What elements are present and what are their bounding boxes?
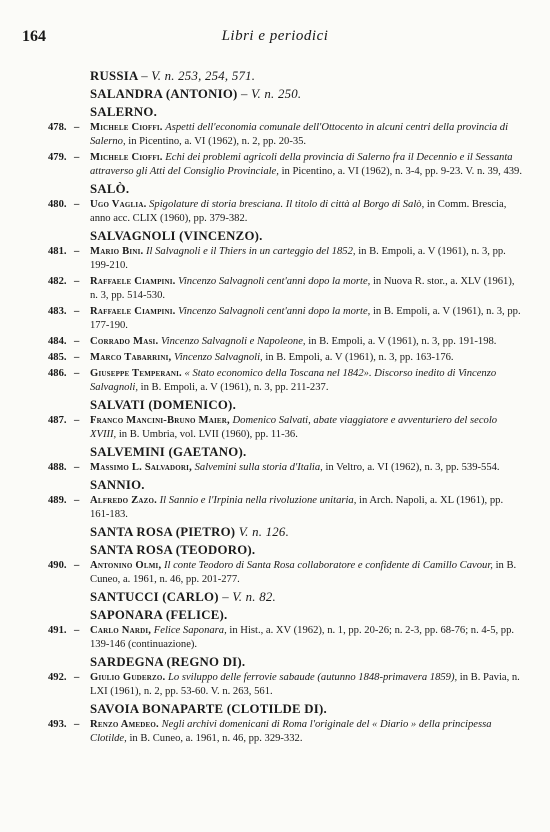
entry-author: Michele Cioffi.	[90, 122, 163, 133]
entry-title: Vincenzo Salvagnoli e Napoleone,	[161, 336, 306, 347]
subject-label: SANTUCCI (CARLO)	[90, 590, 219, 604]
entry-title: Negli archivi domenicani di Roma l'originale del « Diario » della principessa Clotilde,	[90, 719, 492, 744]
subject-label: SALVATI (DOMENICO).	[90, 398, 237, 412]
subject-heading	[0, 229, 540, 244]
entry-citation: in B. Pavia, n. LXI (1961), n. 2, pp. 53-60. V. n. 263, 561.	[90, 672, 520, 697]
subject-label: SALANDRA (ANTONIO)	[90, 87, 238, 101]
subject-heading	[0, 105, 540, 120]
entry-title: Aspetti dell'economia comunale dell'Ottocento in alcuni centri della provincia di Salerno,	[90, 122, 509, 147]
entry-author: Marco Tabarrini,	[90, 352, 172, 363]
entry-number: 490. –	[48, 559, 67, 573]
entry-author: Renzo Amedeo.	[90, 719, 159, 730]
entry-citation: in B. Empoli, a. V (1961), n. 3, pp. 211-237.	[140, 382, 329, 393]
entry-citation: in B. Cuneo, a. 1961, n. 46, pp. 329-332.	[129, 733, 303, 744]
bibliography-entry	[0, 671, 550, 699]
entry-number: 489. –	[48, 494, 67, 508]
entry-author: Raffaele Ciampini.	[90, 306, 176, 317]
subject-label: SANNIO.	[90, 478, 145, 492]
entry-number: 483. –	[48, 305, 67, 319]
entry-citation: in Veltro, a. VI (1962), n. 3, pp. 539-554.	[325, 462, 500, 473]
bibliography-list	[0, 66, 550, 748]
entry-number: 487. –	[48, 414, 67, 428]
bibliography-entry	[0, 275, 550, 303]
subject-heading	[0, 398, 540, 413]
entry-author: Massimo L. Salvadori,	[90, 462, 192, 473]
entry-number: 492. –	[48, 671, 67, 685]
entry-title: « Stato economico della Toscana nel 1842». Discorso inedito di Vincenzo Salvagnoli,	[90, 368, 497, 393]
subject-heading	[0, 478, 540, 493]
subject-label: SALVAGNOLI (VINCENZO).	[90, 229, 263, 243]
subject-heading	[0, 87, 540, 102]
entry-author: Corrado Masi.	[90, 336, 159, 347]
entry-title: Spigolature di storia bresciana. Il titolo di città al Borgo di Salò,	[149, 199, 425, 210]
entry-author: Antonino Olmi,	[90, 560, 162, 571]
entry-number: 485. –	[48, 351, 67, 365]
entry-author: Alfredo Zazo.	[90, 495, 157, 506]
bibliography-entry	[0, 494, 550, 522]
entry-author: Michele Cioffi.	[90, 152, 163, 163]
entry-title: Vincenzo Salvagnoli cent'anni dopo la morte,	[178, 276, 371, 287]
entry-author: Carlo Nardi,	[90, 625, 152, 636]
subject-label: SAPONARA (FELICE).	[90, 608, 228, 622]
subject-label: SARDEGNA (REGNO DI).	[90, 655, 246, 669]
subject-heading	[0, 655, 540, 670]
subject-label: SAVOIA BONAPARTE (CLOTILDE DI).	[90, 702, 327, 716]
subject-label: SALERNO.	[90, 105, 158, 119]
entry-citation: in Comm. Brescia, anno acc. CLIX (1960), pp. 379-382.	[90, 199, 507, 224]
entry-number: 481. –	[48, 245, 67, 259]
entry-author: Raffaele Ciampini.	[90, 276, 176, 287]
bibliography-entry	[0, 559, 550, 587]
subject-label: SANTA ROSA (PIETRO)	[90, 525, 236, 539]
entry-citation: in B. Empoli, a. V (1961), n. 3, pp. 163-176.	[265, 352, 454, 363]
subject-heading	[0, 702, 540, 717]
entry-citation: in Picentino, a. VI (1962), n. 3-4, pp. 9-23. V. n. 39, 439.	[281, 166, 522, 177]
entry-number: 488. –	[48, 461, 67, 475]
page-number: 164	[22, 28, 46, 45]
subject-heading	[0, 445, 540, 460]
bibliography-entry	[0, 351, 550, 365]
entry-citation: in Hist., a. XV (1962), n. 1, pp. 20-26; n. 2-3, pp. 68-76; n. 4-5, pp. 139-146 (continuazione).	[90, 625, 515, 650]
entry-author: Giuseppe Temperani.	[90, 368, 182, 379]
bibliography-entry	[0, 335, 550, 349]
entry-citation: in B. Cuneo, a. 1961, n. 46, pp. 201-277.	[90, 560, 517, 585]
entry-author: Mario Bini.	[90, 246, 144, 257]
page-header	[0, 28, 550, 48]
cross-reference: – V. n. 253, 254, 571.	[141, 69, 256, 83]
subject-heading	[0, 608, 540, 623]
bibliography-entry	[0, 245, 550, 273]
entry-title: Lo sviluppo delle ferrovie sabaude (autunno 1848-primavera 1859),	[168, 672, 458, 683]
entry-number: 480. –	[48, 198, 67, 212]
subject-label: RUSSIA	[90, 69, 138, 83]
bibliography-entry	[0, 414, 550, 442]
subject-label: SANTA ROSA (TEODORO).	[90, 543, 256, 557]
entry-title: Il Salvagnoli e il Thiers in un carteggio del 1852,	[146, 246, 356, 257]
entry-number: 486. –	[48, 367, 67, 381]
bibliography-entry	[0, 367, 550, 395]
entry-author: Giulio Guderzo.	[90, 672, 166, 683]
entry-citation: in B. Umbria, vol. LVII (1960), pp. 11-36.	[118, 429, 298, 440]
entry-author: Franco Mancini-Bruno Maier,	[90, 415, 230, 426]
entry-number: 484. –	[48, 335, 67, 349]
subject-heading	[0, 590, 540, 605]
entry-title: Felice Saponara,	[153, 625, 227, 636]
entry-number: 478. –	[48, 121, 67, 135]
bibliography-entry	[0, 121, 550, 149]
entry-citation: in B. Empoli, a. V (1961), n. 3, pp. 199-210.	[90, 246, 506, 271]
entry-citation: in B. Empoli, a. V (1961), n. 3, pp. 191-198.	[308, 336, 497, 347]
entry-number: 493. –	[48, 718, 67, 732]
entry-citation: in Nuova R. stor., a. XLV (1961), n. 3, pp. 514-530.	[90, 276, 515, 301]
entry-title: Vincenzo Salvagnoli,	[174, 352, 263, 363]
entry-number: 482. –	[48, 275, 67, 289]
subject-heading	[0, 69, 540, 84]
entry-title: Echi dei problemi agricoli della provincia di Salerno fra il Decennio e il Sessanta attraverso gli Atti del Consiglio Provinciale,	[90, 152, 513, 177]
subject-label: SALVEMINI (GAETANO).	[90, 445, 247, 459]
bibliography-entry	[0, 624, 550, 652]
cross-reference: – V. n. 82.	[222, 590, 276, 604]
subject-heading	[0, 182, 540, 197]
entry-title: Vincenzo Salvagnoli cent'anni dopo la morte,	[178, 306, 371, 317]
entry-citation: in Picentino, a. VI (1962), n. 2, pp. 20-35.	[128, 136, 307, 147]
bibliography-entry	[0, 305, 550, 333]
bibliography-entry	[0, 718, 550, 746]
entry-number: 479. –	[48, 151, 67, 165]
cross-reference: V. n. 126.	[238, 525, 290, 539]
entry-citation: in B. Empoli, a. V (1961), n. 3, pp. 177-190.	[90, 306, 521, 331]
entry-title: Il conte Teodoro di Santa Rosa collaboratore e confidente di Camillo Cavour,	[163, 560, 493, 571]
entry-title: Il Sannio e l'Irpinia nella rivoluzione unitaria,	[159, 495, 357, 506]
running-title: Libri e periodici	[221, 28, 329, 44]
entry-citation: in Arch. Napoli, a. XL (1961), pp. 161-183.	[90, 495, 504, 520]
entry-title: Domenico Salvati, abate viaggiatore e avventuriero del secolo XVIII,	[90, 415, 498, 440]
bibliography-entry	[0, 151, 550, 179]
entry-title: Salvemini sulla storia d'Italia,	[194, 462, 323, 473]
subject-label: SALÒ.	[90, 182, 130, 196]
subject-heading	[0, 525, 540, 540]
entry-number: 491. –	[48, 624, 67, 638]
subject-heading	[0, 543, 540, 558]
entry-author: Ugo Vaglia.	[90, 199, 147, 210]
bibliography-entry	[0, 198, 550, 226]
bibliography-entry	[0, 461, 550, 475]
cross-reference: – V. n. 250.	[241, 87, 302, 101]
